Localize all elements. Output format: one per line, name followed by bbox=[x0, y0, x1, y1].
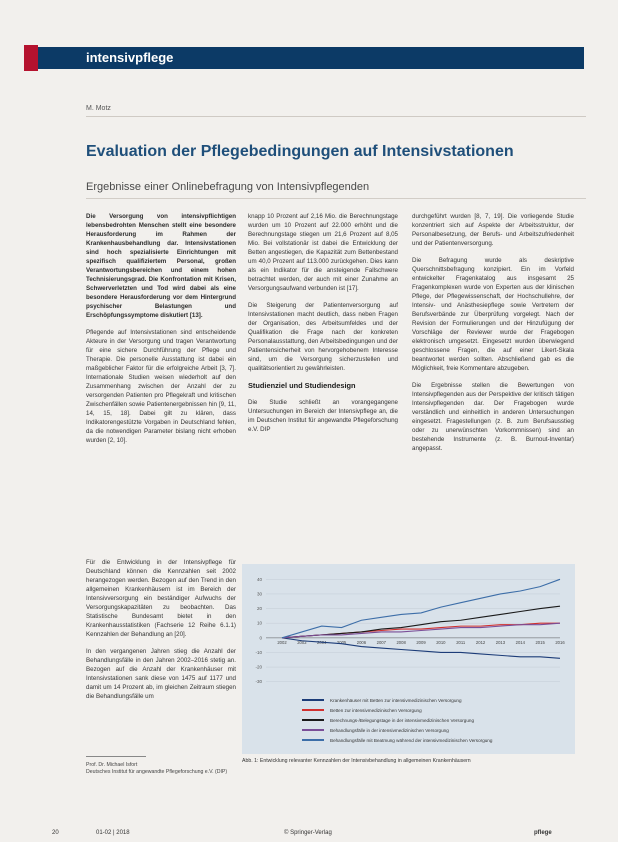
paragraph: In den vergangenen Jahren stieg die Anzahl der Behandlungsfälle in den Jahren 2002–2016 stetig an. Bezogen auf die Anzahl der Krankenhäuser mit Intensivstationen sank diese von 1475 auf 1177 und damit um 14 Prozent ab, im gleichen Zeitraum stiegen die Behandlungsfälle um bbox=[86, 648, 236, 700]
x-tick-label: 2003 bbox=[297, 639, 307, 645]
legend-label: Betten zur intensivmedizinischen Versorgung bbox=[330, 707, 422, 713]
x-tick-label: 2004 bbox=[317, 639, 327, 645]
legend-swatch bbox=[302, 709, 324, 711]
legend-item bbox=[302, 735, 562, 745]
legend-label: Behandlungsfälle mit Beatmung während der intensivmedizinischen Versorgung bbox=[330, 737, 493, 743]
section-color-tab bbox=[24, 45, 38, 71]
x-tick-label: 2007 bbox=[376, 639, 386, 645]
footnote bbox=[86, 762, 236, 776]
legend-label: Behandlungsfälle in der intensivmedizinischen Versorgung bbox=[330, 727, 449, 733]
paragraph: Für die Entwicklung in der Intensivpflege für Deutschland können die Kennzahlen seit 2002 herangezogen werden. Bezogen auf den Trend in den allgemeinen Krankenhäusern ist im Bereich der Intensivversorgung ein beständiger Aufwuchs der Versorgungskapazitäten zu beobachten. Das Statistische Bundesamt bietet in den Krankenhausstatistiken (Fachserie 12 Reihe 6.1.1) Kennzahlen der Behandlung an [20]. bbox=[86, 559, 236, 638]
series-line-4 bbox=[282, 623, 560, 638]
page-number: 20 bbox=[52, 830, 59, 836]
x-tick-label: 2011 bbox=[456, 639, 466, 645]
x-tick-label: 2008 bbox=[396, 639, 406, 645]
footnote-divider bbox=[86, 756, 146, 757]
series-line-3 bbox=[282, 606, 560, 638]
y-tick-label: 10 bbox=[256, 620, 262, 626]
y-tick-label: 20 bbox=[256, 606, 262, 612]
legend-item bbox=[302, 705, 562, 715]
legend-swatch bbox=[302, 699, 324, 701]
y-tick-label: -30 bbox=[255, 679, 262, 685]
paragraph: Die Studie schließt an vorangegangene Untersuchungen im Bereich der Intensivpflege an, die im Deutschen Institut für angewandte Pflegeforschung e.V. DIP bbox=[248, 399, 398, 433]
line-chart bbox=[242, 564, 575, 694]
text-column-1-lower bbox=[86, 558, 236, 709]
divider bbox=[86, 198, 586, 199]
x-tick-label: 2016 bbox=[555, 639, 565, 645]
x-tick-label: 2009 bbox=[416, 639, 426, 645]
chart-legend bbox=[302, 695, 562, 745]
paragraph: durchgeführt wurden [8, 7, 19]. Die vorliegende Studie konzentriert sich auf Aspekte der Arbeitsstruktur, der Personalbesetzung, der Berufs- und Arbeitszufriedenheit und der Patientenversorgung. bbox=[412, 213, 574, 247]
legend-label: Krankenhäuser mit Betten zur intensivmedizinischen Versorgung bbox=[330, 697, 462, 703]
x-tick-label: 2006 bbox=[356, 639, 367, 645]
article-subtitle: Ergebnisse einer Onlinebefragung von Intensivpflegenden bbox=[86, 181, 370, 193]
figure-chart bbox=[242, 564, 575, 754]
text-column-2 bbox=[248, 212, 398, 442]
legend-item bbox=[302, 715, 562, 725]
x-tick-label: 2002 bbox=[277, 639, 287, 645]
x-tick-label: 2012 bbox=[475, 639, 486, 645]
text-column-1 bbox=[86, 212, 236, 453]
paragraph: Die Befragung wurde als deskriptive Querschnittsbefragung konzipiert. Ein im Vorfeld entwickelter Fragenkatalog aus insgesamt 25 Fragenkomplexen wurde von Experten aus der klinischen Pflege, der Pflegewissenschaft, der Hochschullehre, der Intensiv- und Anästhesiepflege sowie Vertretern der Berufsverbände zur Überprüfung vorgelegt. Nach der Revision der Formulierungen und der Hinzufügung der Vorschläge der Reviewer wurde der Fragebogen elektronisch umgesetzt. Eingesetzt wurden überwiegend geschlossene Fragen, die auf einer Likert-Skala beantwortet werden sollten. Abschließend gab es die Möglichkeit, freie Kommentare abzugeben. bbox=[412, 257, 574, 372]
legend-swatch bbox=[302, 719, 324, 721]
divider bbox=[86, 116, 586, 117]
section-heading: Studienziel und Studiendesign bbox=[248, 381, 356, 390]
y-tick-label: -20 bbox=[255, 664, 262, 670]
article-author: M. Motz bbox=[86, 105, 111, 112]
figure-caption: Abb. 1: Entwicklung relevanter Kennzahlen der Intensivbehandlung in allgemeinen Krankenhäusern bbox=[242, 758, 471, 764]
x-tick-label: 2014 bbox=[515, 639, 525, 645]
x-tick-label: 2005 bbox=[336, 639, 347, 645]
section-label: intensivpflege bbox=[86, 50, 174, 65]
footnote-affiliation: Deutsches Institut für angewandte Pflegeforschung e.V. (DIP) bbox=[86, 769, 228, 775]
y-tick-label: -10 bbox=[255, 649, 262, 655]
x-tick-label: 2015 bbox=[535, 639, 545, 645]
paragraph: Die Ergebnisse stellen die Bewertungen von Intensivpflegenden aus der Perspektive der kritisch tätigen Intensivpflegenden dar. Der Fragebogen wurde verständlich und einheitlich in anderen Untersuchungen eingesetzt. Fragestellungen (z. B. zum Berufsausstieg oder zu unerwünschten Vorkommnissen) sind an bestehende Instrumente (z. B. Burnout-Inventar) angepasst. bbox=[412, 382, 574, 452]
y-tick-label: 40 bbox=[256, 576, 262, 582]
issue-date: 01-02 | 2018 bbox=[96, 830, 130, 836]
x-tick-label: 2013 bbox=[495, 639, 506, 645]
footnote-name: Prof. Dr. Michael Isfort bbox=[86, 762, 138, 768]
legend-swatch bbox=[302, 729, 324, 731]
legend-item bbox=[302, 725, 562, 735]
y-tick-label: 30 bbox=[256, 591, 262, 597]
y-tick-label: 0 bbox=[259, 635, 262, 641]
paragraph: Pflegende auf Intensivstationen sind entscheidende Akteure in der Versorgung und tragen Verantwortung für eine sichere Durchführung der Pflege und Therapie. Die personelle Ausstattung ist dabei ein maßgeblicher Faktor für die erfolgreiche Arbeit [3, 7]. Internationale Studien weisen wiederholt auf den Zusammenhang zwischen der Anzahl der zu versorgenden Patienten pro Pflegekraft und kritischen Zwischenfällen sowie Patientenergebnissen hin [9, 11, 14, 15, 18]. Dabei gilt zu klären, dass Indikatorengestützte Vorgaben in Deutschland fehlen, da die notwendigen Parameter bislang nicht erhoben wurden [2, 10]. bbox=[86, 329, 236, 444]
text-column-3 bbox=[412, 212, 574, 461]
legend-label: Berechnungs-/Belegungstage in der intensivmedizinischen Versorgung bbox=[330, 717, 475, 723]
publisher: © Springer-Verlag bbox=[284, 830, 332, 836]
paragraph: knapp 10 Prozent auf 2,16 Mio. die Berechnungstage wurden um 10 Prozent auf 22.000 erhöht und die Berechnungstage stiegen um 21,6 Prozent auf 8,05 Mio. Bei vollstationär ist dabei die Entwicklung der Betten angestiegen, die Kapazität zum Bettenbestand um 40,0 Prozent auf 113.000 zurückgehen. Dies kann als ein Indikator für die ansteigende Fallschwere betrachtet werden, der auch mit einer Zunahme an Versorgungsaufwand verbunden ist [17]. bbox=[248, 213, 398, 292]
lead-paragraph: Die Versorgung von intensivpflichtigen lebensbedrohten Menschen stellt eine besondere Herausforderung im Rahmen der Krankenhausbehandlung dar. Intensivstationen sind hoch spezialisierte Einrichtungen mit spezifisch qualifiziertem Personal, großen Verantwortungsbereichen und einem hohen Technisierungsgrad. Die Konfrontation mit Krisen, Schwerverletzten und Tod wird dabei als eine besondere Herausforderung vor dem Hintergrund psychischer Belastungen und Erschöpfungssymptome diskutiert [13]. bbox=[86, 213, 236, 319]
article-title: Evaluation der Pflegebedingungen auf Intensivstationen bbox=[86, 143, 514, 160]
x-tick-label: 2010 bbox=[436, 639, 446, 645]
legend-swatch bbox=[302, 739, 324, 741]
journal-name: pflege bbox=[534, 830, 552, 836]
legend-item bbox=[302, 695, 562, 705]
paragraph: Die Steigerung der Patientenversorgung auf Intensivstationen macht deutlich, dass neben Fragen der Organisation, des Arbeitsumfeldes und der Qualifikation die Frage nach der konkreten Personalausstattung, den Arbeitsbedingungen und der Patientensicherheit von hervorgehobenem Interesse sind, um die Versorgung sicherzustellen und qualitätsorientiert zu gewährleisten. bbox=[248, 302, 398, 372]
